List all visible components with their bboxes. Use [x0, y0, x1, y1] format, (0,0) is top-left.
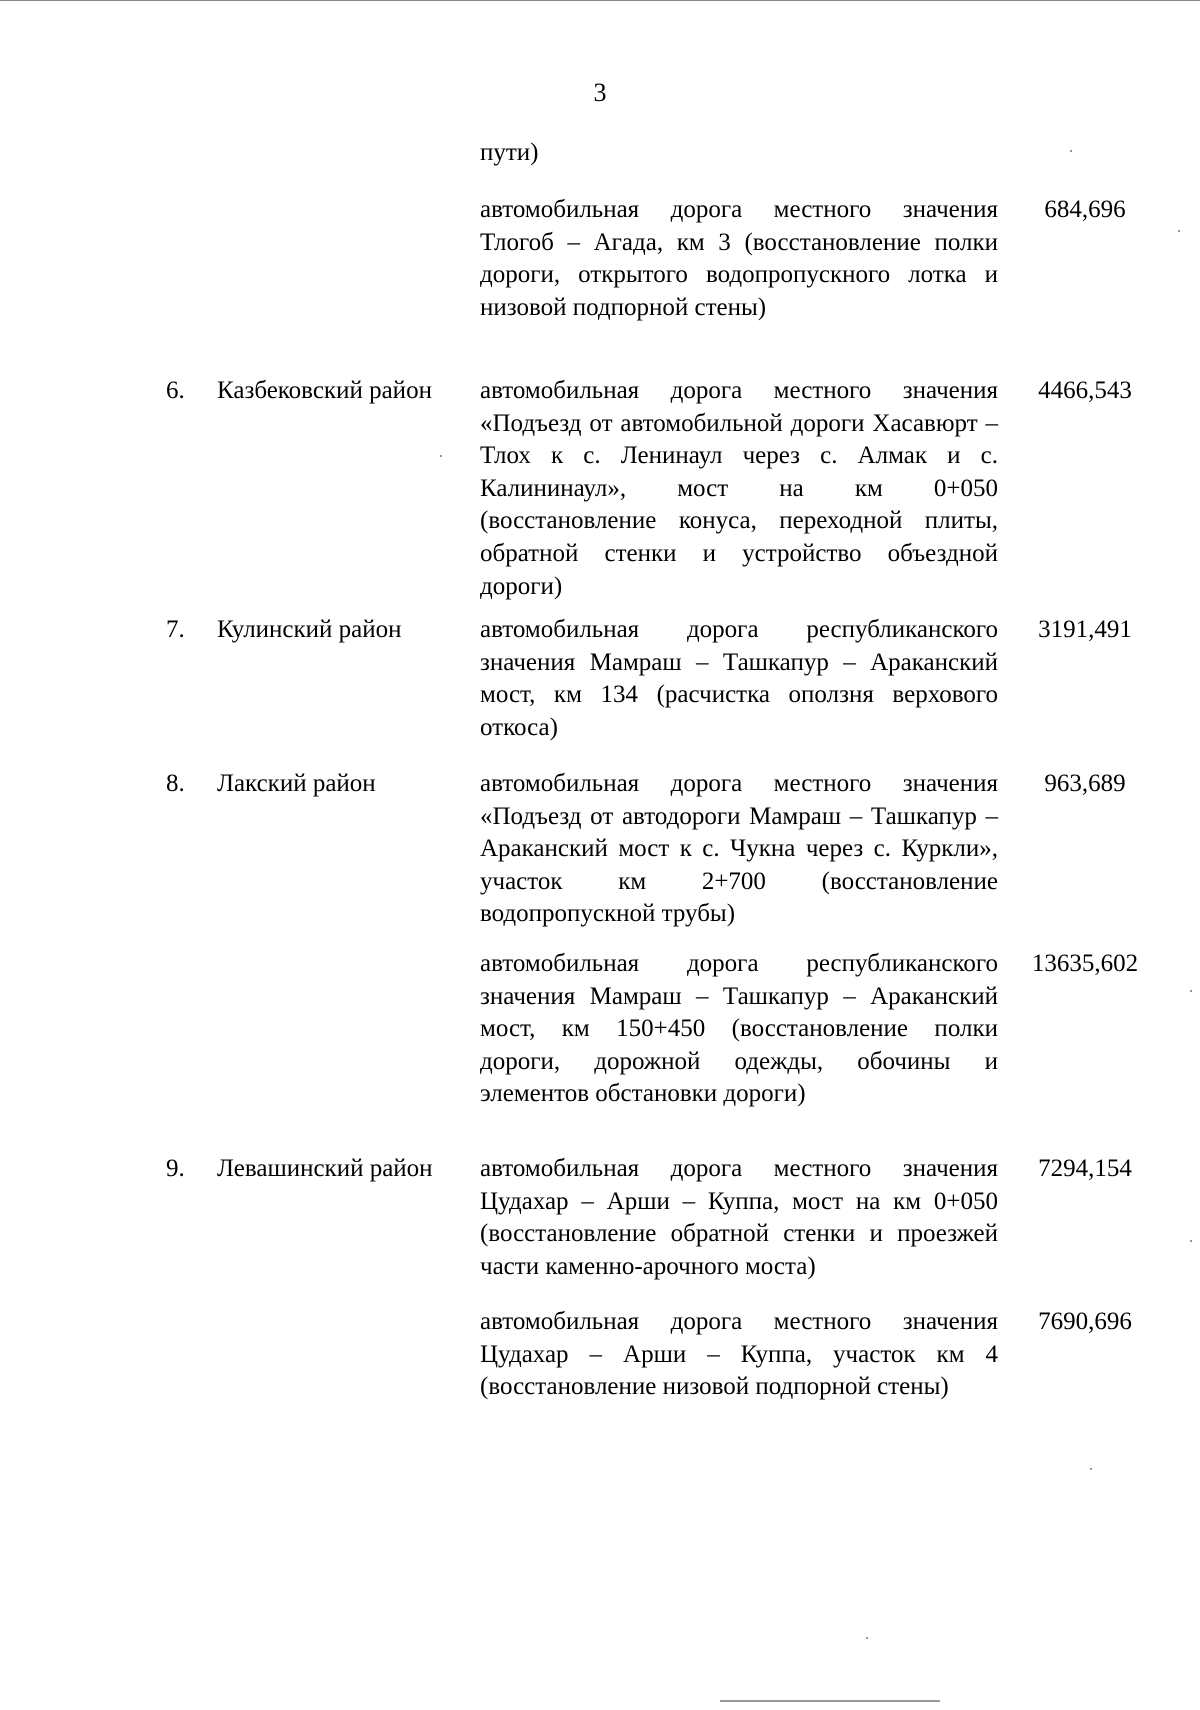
amount-value: 7294,154	[1038, 1155, 1132, 1182]
scan-speck	[440, 455, 442, 457]
scan-speck	[1090, 1468, 1092, 1470]
road-description: автомобильная дорога республиканского значения Мамраш – Ташкапур – Араканский мост, км 134 (расчистка оползня верхового откоса)	[480, 616, 998, 741]
amount-value: 684,696	[1044, 196, 1126, 223]
scan-speck	[1178, 230, 1180, 232]
row-number: 6.	[166, 377, 185, 404]
road-description: автомобильная дорога местного значения «Подъезд от автодороги Мамраш – Ташкапур – Араканский мост к с. Чукна через с. Куркли», участок км 2+700 (восстановление водопропускной трубы)	[480, 770, 998, 928]
scan-top-edge	[0, 0, 1200, 1]
district-name: Кулинский район	[217, 616, 402, 643]
scan-speck	[1070, 150, 1072, 152]
amount-value: 963,689	[1044, 770, 1126, 797]
scan-speck	[866, 1637, 868, 1639]
carryover-text: пути)	[480, 139, 539, 166]
row-number: 7.	[166, 616, 185, 643]
amount-value: 7690,696	[1038, 1308, 1132, 1335]
scan-speck	[1190, 1240, 1192, 1242]
row-number: 9.	[166, 1155, 185, 1182]
road-description: автомобильная дорога местного значения Цудахар – Арши – Куппа, участок км 4 (восстановление низовой подпорной стены)	[480, 1308, 998, 1401]
scan-speck	[1190, 990, 1192, 992]
road-description: автомобильная дорога местного значения Цудахар – Арши – Куппа, мост на км 0+050 (восстановление обратной стенки и проезжей части каменно-арочного моста)	[480, 1155, 998, 1280]
district-name: Левашинский район	[217, 1155, 433, 1182]
scan-bottom-mark	[720, 1700, 940, 1702]
district-name: Казбековский район	[217, 377, 432, 404]
district-name: Лакский район	[217, 770, 376, 797]
amount-value: 3191,491	[1038, 616, 1132, 643]
road-description: автомобильная дорога местного значения Тлогоб – Агада, км 3 (восстановление полки дороги, открытого водопропускного лотка и низовой подпорной стены)	[480, 196, 998, 321]
amount-value: 4466,543	[1038, 377, 1132, 404]
road-description: автомобильная дорога республиканского значения Мамраш – Ташкапур – Араканский мост, км 150+450 (восстановление полки дороги, дорожной одежды, обочины и элементов обстановки дороги)	[480, 950, 998, 1108]
road-description: автомобильная дорога местного значения «Подъезд от автомобильной дороги Хасавюрт – Тлох к с. Ленинаул через с. Алмак и с. Калининаул», мост на км 0+050 (восстановление конуса, переходной плиты, обратной стенки и устройство объездной дороги)	[480, 377, 998, 600]
row-number: 8.	[166, 770, 185, 797]
amount-value: 13635,602	[1031, 950, 1139, 977]
page-number: 3	[593, 78, 607, 107]
